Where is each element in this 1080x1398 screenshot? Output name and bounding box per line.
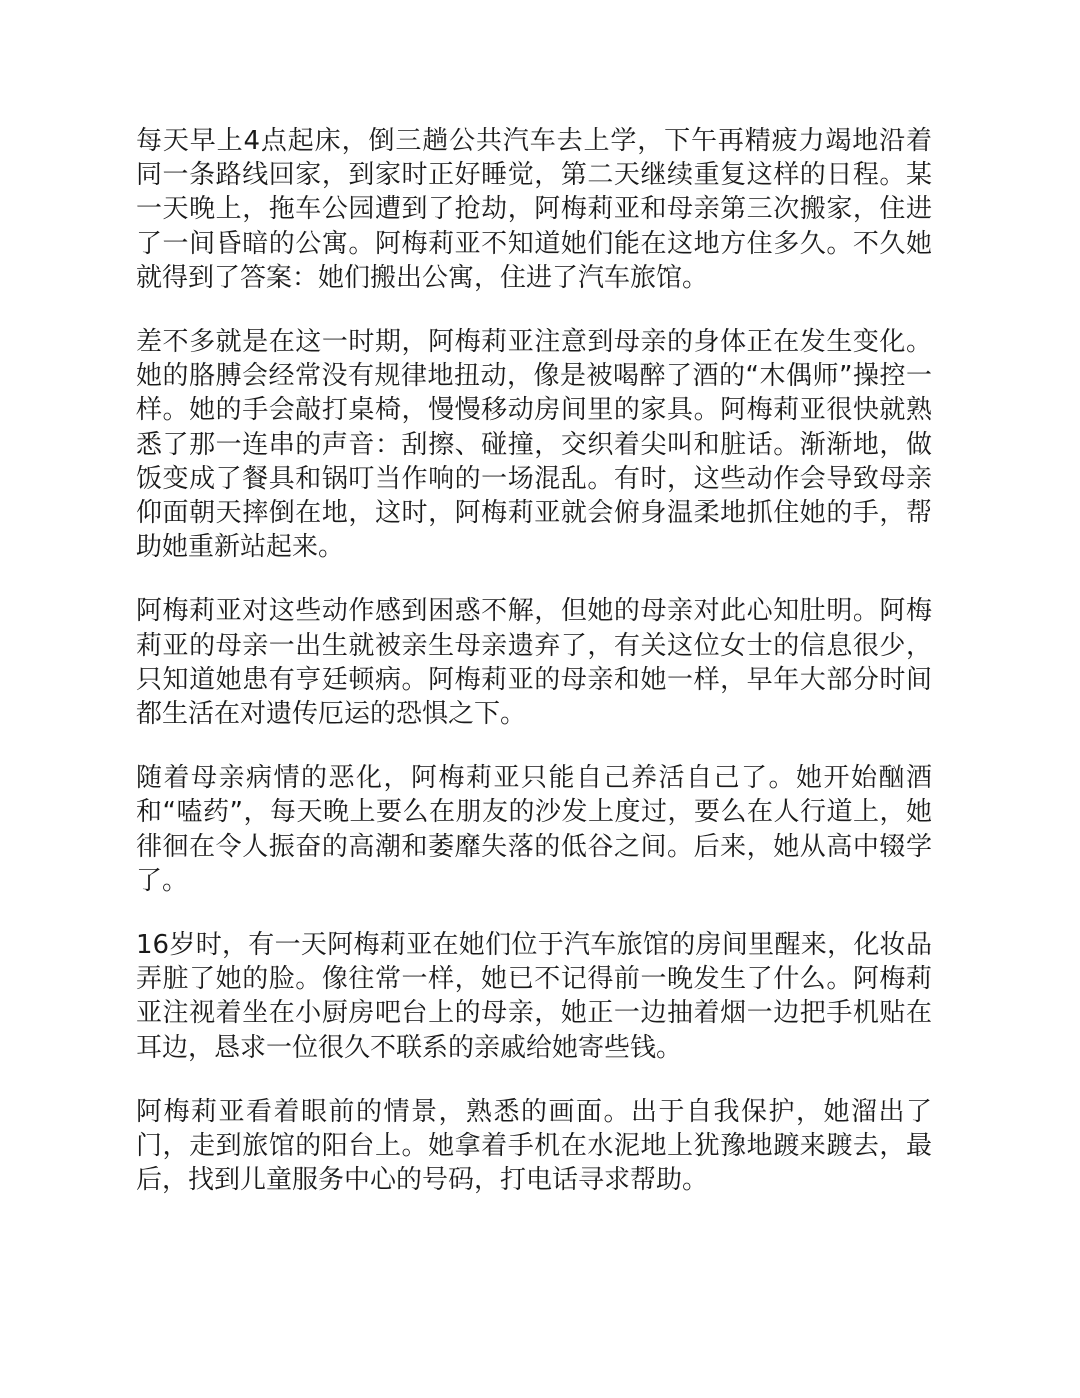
paragraph-6: 阿梅莉亚看着眼前的情景，熟悉的画面。出于自我保护，她溜出了门，走到旅馆的阳台上。她拿着手机在水泥地上犹豫地踱来踱去，最后，找到儿童服务中心的号码，打电话寻求帮助。 <box>136 1096 932 1196</box>
paragraph-1: 每天早上4点起床，倒三趟公共汽车去上学，下午再精疲力竭地沿着同一条路线回家，到家时正好睡觉，第二天继续重复这样的日程。某一天晚上，拖车公园遭到了抢劫，阿梅莉亚和母亲第三次搬家，住进了一间昏暗的公寓。阿梅莉亚不知道她们能在这地方住多久。不久她就得到了答案：她们搬出公寓，住进了汽车旅馆。 <box>136 126 932 293</box>
paragraph-2: 差不多就是在这一时期，阿梅莉亚注意到母亲的身体正在发生变化。她的胳膊会经常没有规律地扭动，像是被喝醉了酒的“木偶师”操控一样。她的手会敲打桌椅，慢慢移动房间里的家具。阿梅莉亚很快就熟悉了那一连串的声音：刮擦、碰撞，交织着尖叫和脏话。渐渐地，做饭变成了餐具和锅叮当作响的一场混乱。有时，这些动作会导致母亲仰面朝天摔倒在地，这时，阿梅莉亚就会俯身温柔地抓住她的手，帮助她重新站起来。 <box>136 327 932 563</box>
article-body <box>136 124 932 1197</box>
paragraph-5: 16岁时，有一天阿梅莉亚在她们位于汽车旅馆的房间里醒来，化妆品弄脏了她的脸。像往常一样，她已不记得前一晚发生了什么。阿梅莉亚注视着坐在小厨房吧台上的母亲，她正一边抽着烟一边把手机贴在耳边，恳求一位很久不联系的亲戚给她寄些钱。 <box>136 930 932 1063</box>
paragraph-3: 阿梅莉亚对这些动作感到困惑不解，但她的母亲对此心知肚明。阿梅莉亚的母亲一出生就被亲生母亲遗弃了，有关这位女士的信息很少，只知道她患有亨廷顿病。阿梅莉亚的母亲和她一样，早年大部分时间都生活在对遗传厄运的恐惧之下。 <box>136 596 932 730</box>
paragraph-4: 随着母亲病情的恶化，阿梅莉亚只能自己养活自己了。她开始酗酒和“嗑药”，每天晚上要么在朋友的沙发上度过，要么在人行道上，她徘徊在令人振奋的高潮和萎靡失落的低谷之间。后来，她从高中辍学了。 <box>136 763 932 896</box>
